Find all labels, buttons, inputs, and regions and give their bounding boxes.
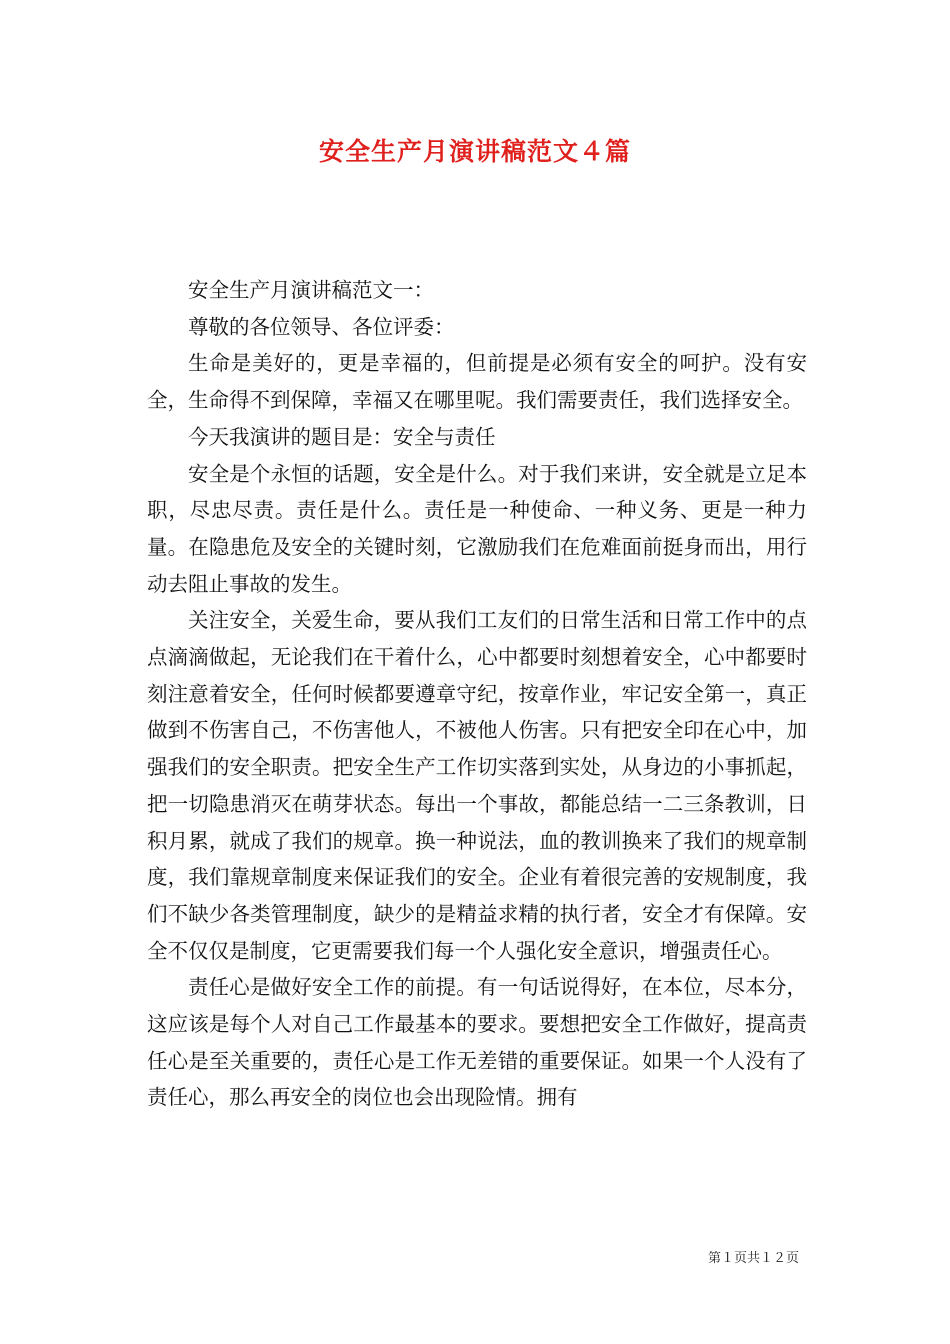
paragraph: 生命是美好的，更是幸福的，但前提是必须有安全的呵护。没有安全，生命得不到保障，幸福又在哪里呢。我们需要责任，我们选择安全。 (147, 351, 807, 413)
document-body (147, 272, 807, 1116)
paragraph-topic: 今天我演讲的题目是：安全与责任 (188, 424, 496, 449)
paragraph-salutation: 尊敬的各位领导、各位评委： (188, 314, 455, 339)
page-number-footer: 第１页共１２页 (708, 1251, 800, 1266)
paragraph: 安全是个永恒的话题，安全是什么。对于我们来讲，安全就是立足本职，尽忠尽责。责任是什么。责任是一种使命、一种义务、更是一种力量。在隐患危及安全的关键时刻，它激励我们在危难面前挺身而出，用行动去阻止事故的发生。 (147, 461, 807, 596)
paragraph-heading: 安全生产月演讲稿范文一： (188, 278, 434, 302)
page-title: 安全生产月演讲稿范文４篇 (318, 137, 631, 166)
paragraph: 关注安全，关爱生命，要从我们工友们的日常生活和日常工作中的点点滴滴做起，无论我们在干着什么，心中都要时刻想着安全，心中都要时刻注意着安全，任何时候都要遵章守纪，按章作业，牢记安全第一，真正做到不伤害自己，不伤害他人，不被他人伤害。只有把安全印在心中，加强我们的安全职责。把安全生产工作切实落到实处，从身边的小事抓起，把一切隐患消灭在萌芽状态。每出一个事故，都能总结一二三条教训，日积月累，就成了我们的规章。换一种说法，血的教训换来了我们的规章制度，我们靠规章制度来保证我们的安全。企业有着很完善的安规制度，我们不缺少各类管理制度，缺少的是精益求精的执行者，安全才有保障。安全不仅仅是制度，它更需要我们每一个人强化安全意识，增强责任心。 (147, 608, 807, 963)
paragraph: 责任心是做好安全工作的前提。有一句话说得好，在本位，尽本分，这应该是每个人对自己工作最基本的要求。要想把安全工作做好，提高责任心是至关重要的，责任心是工作无差错的重要保证。如果一个人没有了责任心，那么再安全的岗位也会出现险情。拥有 (147, 975, 807, 1110)
